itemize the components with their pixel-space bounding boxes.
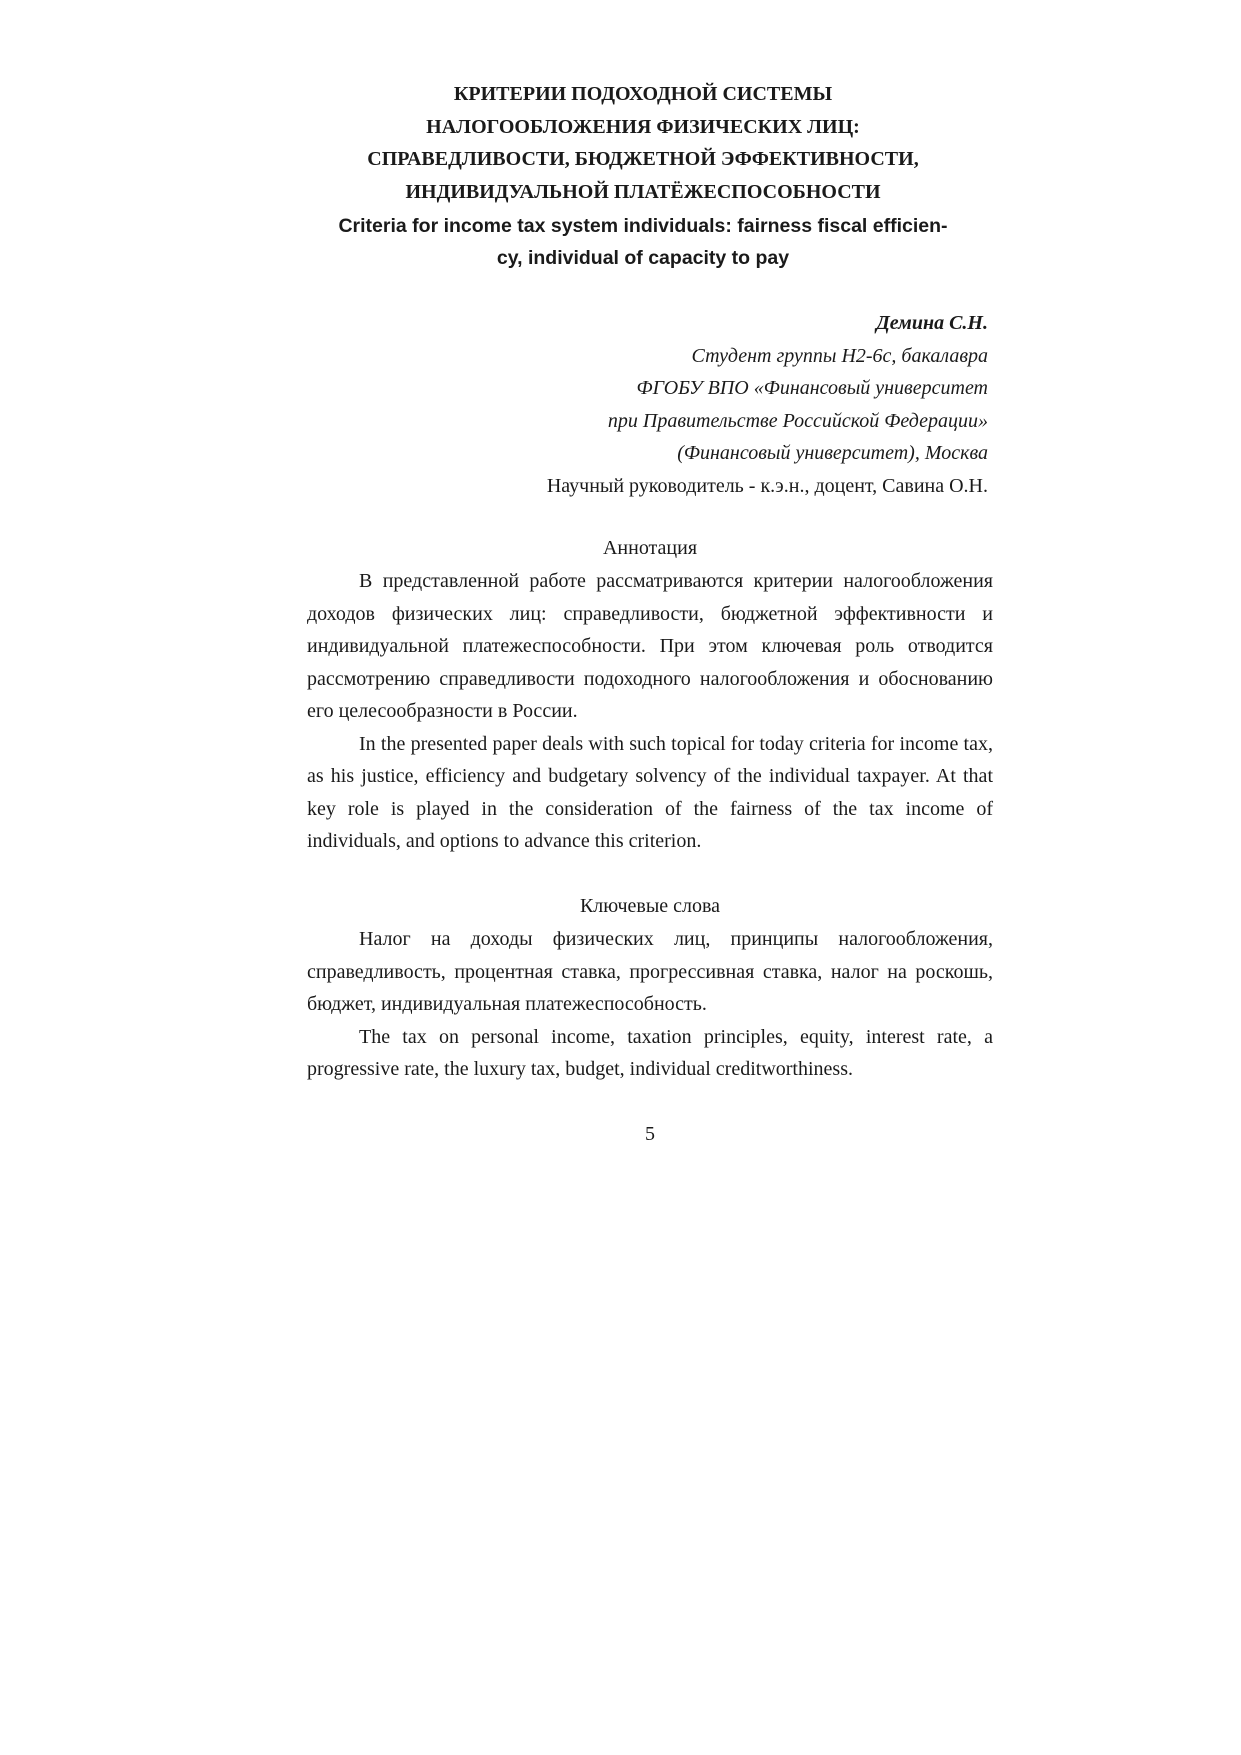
keywords-heading: Ключевые слова [579, 895, 721, 917]
keywords-ru-paragraph: Налог на доходы физических лиц, принципы налогообложения, справедливость, процентная ставка, прогрессивная ставка, налог на роскошь, бюджет, индивидуальная платежеспособность. [307, 928, 993, 1015]
ru-title-line: КРИТЕРИИ ПОДОХОДНОЙ СИСТЕМЫ [453, 83, 833, 105]
keywords-en-paragraph: The tax on personal income, taxation principles, equity, interest rate, a progressive rate, the luxury tax, budget, individual creditworthiness. [307, 1025, 993, 1080]
affiliation-line: (Финансовый университет), Москва [677, 442, 988, 464]
author-info [547, 307, 988, 502]
affiliation-line: Студент группы Н2-6с, бакалавра [691, 344, 988, 367]
en-title-line: cy, individual of capacity to pay [496, 247, 790, 269]
abstract-en-paragraph: In the presented paper deals with such topical for today criteria for income tax, as his justice, efficiency and budgetary solvency of the individual taxpayer. At that key role is played in the consideration of the fairness of the tax income of individuals, and options to advance this criterion. [307, 732, 993, 852]
abstract-body [307, 565, 993, 858]
ru-title-line: НАЛОГООБЛОЖЕНИЯ ФИЗИЧЕСКИХ ЛИЦ: [426, 115, 860, 138]
abstract-ru-paragraph: В представленной работе рассматриваются критерии налогообложения доходов физических лиц: справедливости, бюджетной эффективности и индивидуальной платежеспособности. При этом ключевая роль отводится рассмотрению справедливости подоходного налогообложения и обоснованию его целесообразности в России. [307, 570, 993, 722]
supervisor: Научный руководитель - к.э.н., доцент, Савина О.Н. [546, 474, 988, 497]
abstract-heading: Аннотация [602, 537, 698, 559]
en-title-line: Criteria for income tax system individuals: fairness fiscal efficien- [338, 215, 948, 237]
keywords-body [307, 923, 993, 1086]
ru-title-line: СПРАВЕДЛИВОСТИ, БЮДЖЕТНОЙ ЭФФЕКТИВНОСТИ, [367, 148, 919, 170]
ru-title-line: ИНДИВИДУАЛЬНОЙ ПЛАТЁЖЕСПОСОБНОСТИ [405, 180, 881, 203]
ru-title [300, 78, 986, 208]
author-name: Демина С.Н. [876, 312, 988, 334]
page-number: 5 [645, 1123, 655, 1145]
en-title [300, 210, 986, 274]
affiliation-line: при Правительстве Российской Федерации» [607, 409, 988, 432]
affiliation-line: ФГОБУ ВПО «Финансовый университет [636, 377, 988, 399]
